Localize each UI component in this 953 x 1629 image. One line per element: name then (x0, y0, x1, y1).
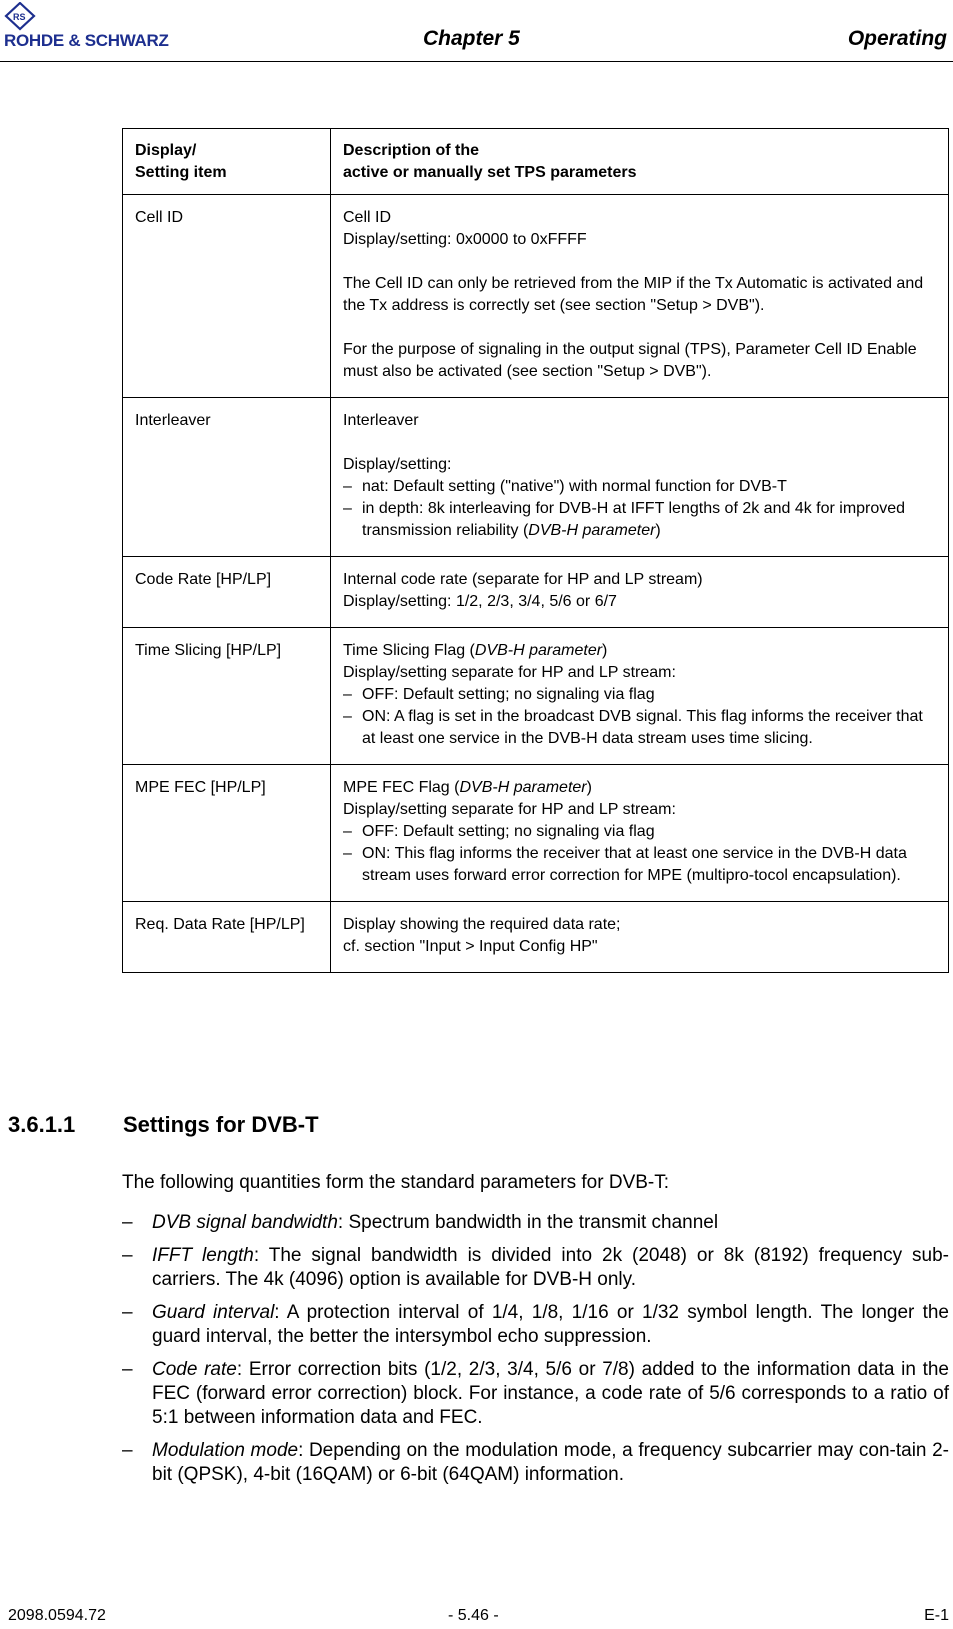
intro-paragraph: The following quantities form the standard parameters for DVB-T: (122, 1172, 670, 1193)
setting-item: Cell ID (135, 209, 184, 226)
section-heading-title: Settings for DVB-T (123, 1112, 319, 1137)
page-number: - 5.46 - (448, 1607, 499, 1624)
svg-text:RS: RS (13, 12, 26, 22)
setting-description: Display showing the required data rate; cf. section "Input > Input Config HP" (343, 916, 621, 955)
list-item: – IFFT length: The signal bandwidth is divided into 2k (2048) or 8k (8192) frequency sub-carriers. The 4k (4096) option is available for DVB-H only. (122, 1244, 949, 1292)
setting-item: MPE FEC [HP/LP] (135, 779, 266, 796)
table-row (123, 557, 949, 628)
list-item: – DVB signal bandwidth: Spectrum bandwidth in the transmit channel (122, 1211, 949, 1235)
list-item: – Modulation mode: Depending on the modulation mode, a frequency subcarrier may con-tain 2-bit (QPSK), 4-bit (16QAM) or 6-bit (64QAM) information. (122, 1439, 949, 1487)
header-text: active or manually set TPS parameters (343, 164, 637, 181)
header-text: Setting item (135, 164, 227, 181)
parameter-list (122, 1211, 949, 1496)
setting-description: Interleaver Display/setting: – nat: Default setting ("native") with normal function for DVB-T – in depth: 8k interleaving for DVB-H at IFFT lengths of 2k and 4k for improved transmission reliability (DVB-H parameter) (331, 398, 948, 556)
table-row (123, 765, 949, 902)
table-row (123, 195, 949, 398)
table-header-row (123, 129, 949, 195)
list-item: – Guard interval: A protection interval of 1/4, 1/8, 1/16 or 1/32 symbol length. The longer the guard interval, the better the intersymbol echo suppression. (122, 1301, 949, 1349)
page-header (0, 0, 953, 62)
setting-description: Internal code rate (separate for HP and LP stream) Display/setting: 1/2, 2/3, 3/4, 5/6 or 6/7 (343, 571, 703, 610)
edition: E-1 (924, 1607, 949, 1624)
setting-item: Time Slicing [HP/LP] (135, 642, 282, 659)
header-text: Description of the (343, 142, 480, 159)
brand-name: ROHDE & SCHWARZ (4, 31, 169, 50)
setting-item: Interleaver (135, 412, 211, 429)
section-title: Operating (847, 27, 947, 50)
setting-description: Time Slicing Flag (DVB-H parameter) Display/setting separate for HP and LP stream: – OFF: Default setting; no signaling via flag – ON: A flag is set in the broadcast DVB signal. This flag informs the receiver that at least one service in the DVB-H data stream uses time slicing. (331, 628, 948, 764)
header-divider (0, 61, 953, 62)
setting-description: MPE FEC Flag (DVB-H parameter) Display/setting separate for HP and LP stream: – OFF: Default setting; no signaling via flag – ON: This flag informs the receiver that at least one service in the DVB-H data stream uses forward error correction for MPE (multipro-tocol encapsulation). (331, 765, 948, 901)
setting-item: Req. Data Rate [HP/LP] (135, 916, 305, 933)
setting-description: Cell ID Display/setting: 0x0000 to 0xFFFF The Cell ID can only be retrieved from the MIP if the Tx Automatic is activated and the Tx address is correctly set (see section "Setup > DVB"). For the purpose of signaling in the output signal (TPS), Parameter Cell ID Enable must also be activated (see section "Setup > DVB"). (343, 209, 924, 380)
tps-parameter-table (122, 128, 949, 973)
header-text: Display/ (135, 142, 197, 159)
brand-logo (2, 2, 227, 52)
table-row (123, 902, 949, 973)
column-header-description (331, 129, 949, 195)
section-heading (8, 1112, 319, 1138)
section-number: 3.6.1.1 (8, 1112, 76, 1137)
table-row (123, 398, 949, 557)
list-item: – Code rate: Error correction bits (1/2, 2/3, 3/4, 5/6 or 7/8) added to the information data in the FEC (forward error correction) block. For instance, a code rate of 5/6 corresponds to a ratio of 5:1 between information data and FEC. (122, 1358, 949, 1430)
column-header-setting-item (123, 129, 331, 195)
doc-number: 2098.0594.72 (8, 1607, 106, 1624)
chapter-title: Chapter 5 (423, 27, 520, 50)
rs-diamond-logo-icon (2, 2, 42, 32)
table-row (123, 628, 949, 765)
setting-item: Code Rate [HP/LP] (135, 571, 272, 588)
